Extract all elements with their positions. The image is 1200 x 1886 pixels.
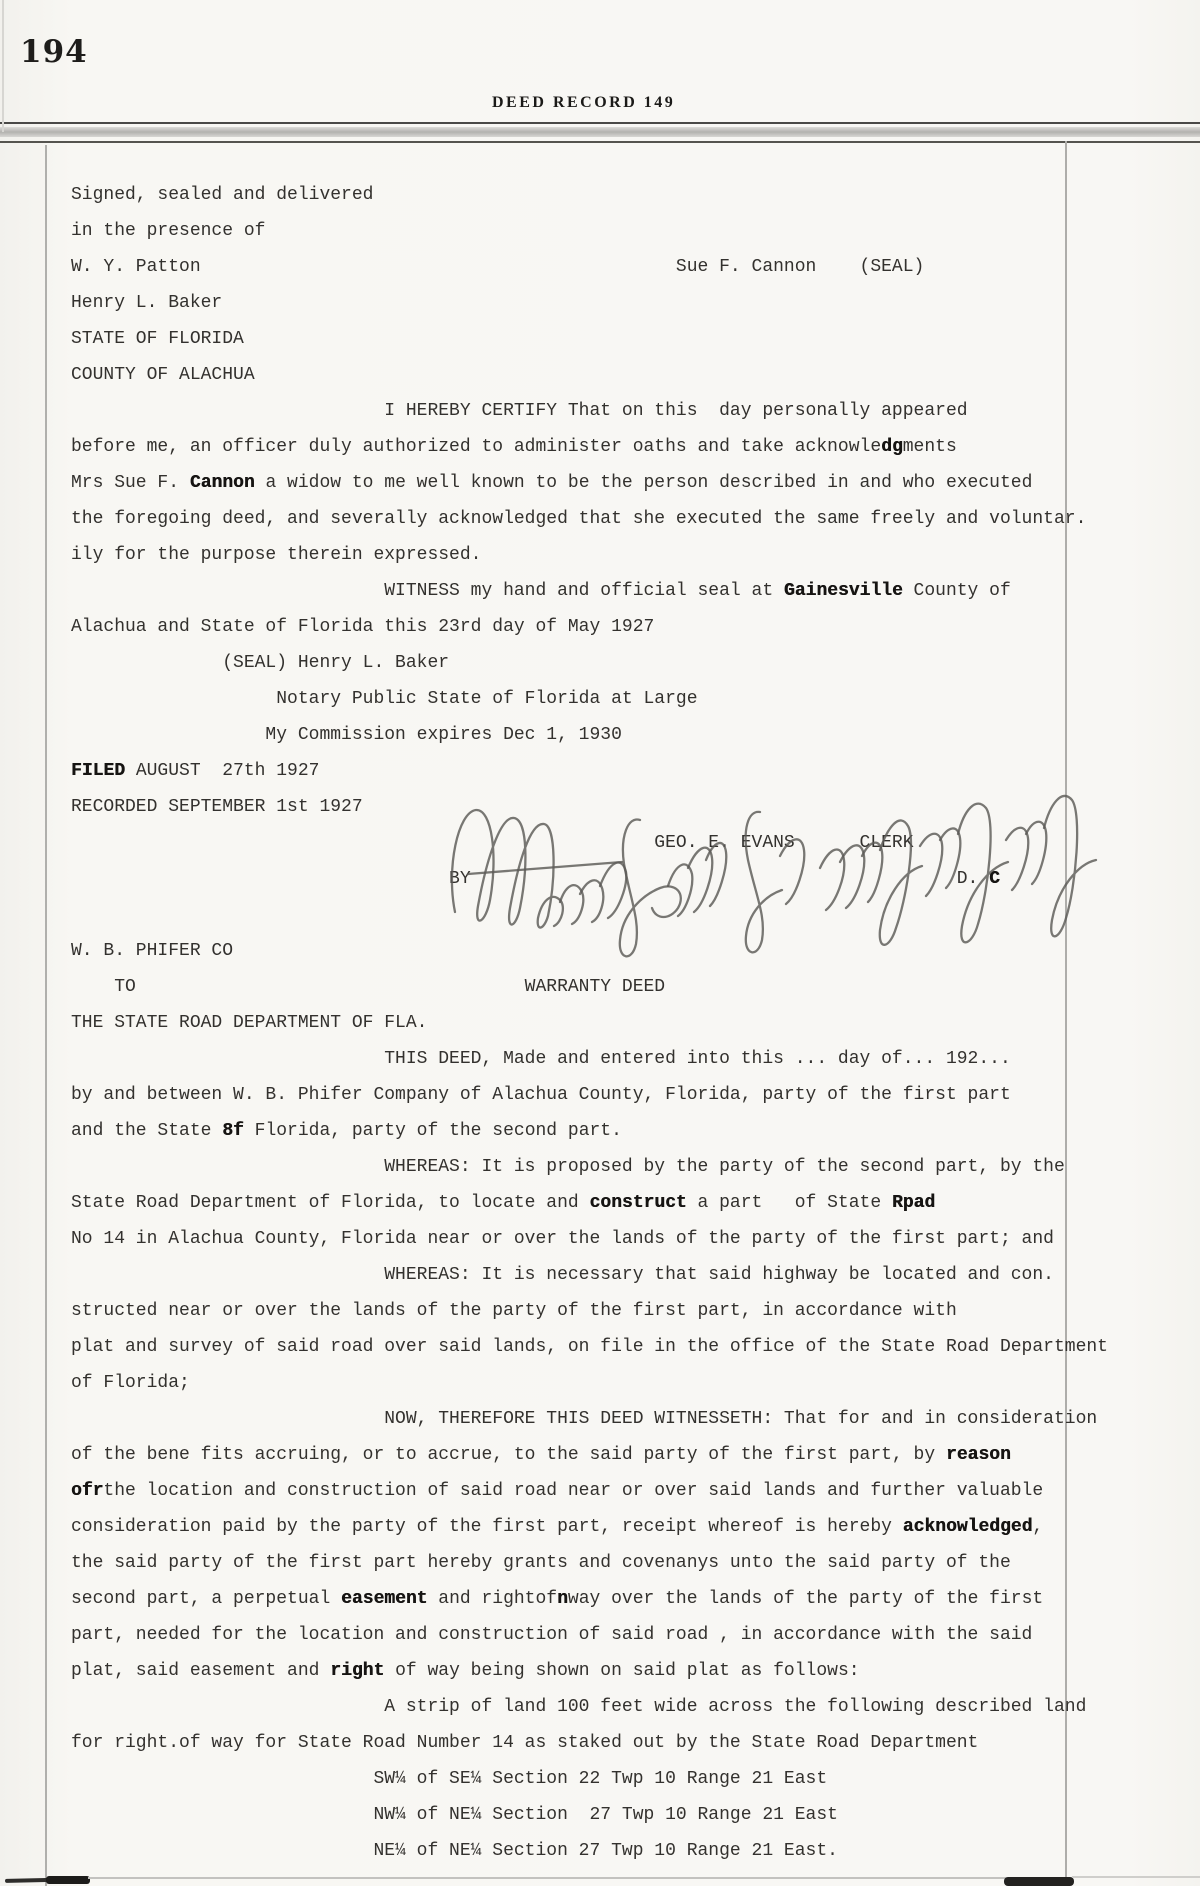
top-rule-thin-lower — [0, 141, 1200, 143]
typed-line: W. Y. Patton Sue F. Cannon (SEAL) — [71, 257, 925, 277]
scan-artifact-bottom-left-blob — [46, 1876, 90, 1884]
typed-line: for right.of way for State Road Number 14 as staked out by the State Road Department — [71, 1733, 979, 1753]
typed-line: WHEREAS: It is proposed by the party of the second part, by the — [71, 1157, 1065, 1177]
scan-artifact-bottom-right-line — [1072, 1876, 1200, 1878]
typed-line: NOW, THEREFORE THIS DEED WITNESSETH: That for and in consideration — [71, 1409, 1098, 1429]
typed-line: second part, a perpetual easement and rightofnway over the lands of the party of the first — [71, 1589, 1044, 1609]
typed-line: GEO. E. EVANS CLERK — [71, 833, 914, 853]
typed-line: by and between W. B. Phifer Company of Alachua County, Florida, party of the first part — [71, 1085, 1011, 1105]
typed-line: before me, an officer duly authorized to administer oaths and take acknowledgments — [71, 437, 957, 457]
typed-line: No 14 in Alachua County, Florida near or over the lands of the party of the first part; and — [71, 1229, 1054, 1249]
typed-line: structed near or over the lands of the party of the first part, in accordance with — [71, 1301, 957, 1321]
typed-line — [71, 897, 1199, 933]
page-title: DEED RECORD 149 — [492, 94, 676, 111]
typed-line: ofrthe location and construction of said road near or over said lands and further valuable — [71, 1481, 1044, 1501]
typed-line: and the State 8f Florida, party of the second part. — [71, 1121, 622, 1141]
scan-edge-line — [2, 0, 4, 132]
top-rule-thick — [0, 127, 1200, 137]
typed-line: NE¼ of NE¼ Section 27 Twp 10 Range 21 East. — [71, 1841, 838, 1861]
scan-artifact-bottom-line — [88, 1877, 1006, 1879]
typed-line: Signed, sealed and delivered — [71, 185, 374, 205]
scan-artifact-bottom-right-blob — [1004, 1877, 1074, 1886]
typed-line: plat and survey of said road over said lands, on file in the office of the State Road Department — [71, 1337, 1108, 1357]
typed-line: RECORDED SEPTEMBER 1st 1927 — [71, 797, 363, 817]
typed-line: SW¼ of SE¼ Section 22 Twp 10 Range 21 East — [71, 1769, 828, 1789]
typed-line: the said party of the first part hereby grants and covenanys unto the said party of the — [71, 1553, 1011, 1573]
typed-line: My Commission expires Dec 1, 1930 — [71, 725, 622, 745]
typed-line: Alachua and State of Florida this 23rd day of May 1927 — [71, 617, 655, 637]
typed-line: (SEAL) Henry L. Baker — [71, 653, 450, 673]
typed-line: part, needed for the location and construction of said road , in accordance with the said — [71, 1625, 1033, 1645]
typed-line: in the presence of — [71, 221, 266, 241]
typed-line: FILED AUGUST 27th 1927 — [71, 761, 320, 781]
typed-line: plat, said easement and right of way being shown on said plat as follows: — [71, 1661, 860, 1681]
typed-line: A strip of land 100 feet wide across the following described land — [71, 1697, 1087, 1717]
typed-line: ily for the purpose therein expressed. — [71, 545, 482, 565]
typed-document — [71, 177, 1199, 1869]
typed-line: State Road Department of Florida, to locate and construct a part of State Rpad — [71, 1193, 936, 1213]
typed-line: Henry L. Baker — [71, 293, 223, 313]
typed-line: COUNTY OF ALACHUA — [71, 365, 255, 385]
typed-line: the foregoing deed, and severally acknowledged that she executed the same freely and voluntar. — [71, 509, 1087, 529]
typed-line: THIS DEED, Made and entered into this ... day of... 192... — [71, 1049, 1011, 1069]
typed-line: I HEREBY CERTIFY That on this day personally appeared — [71, 401, 968, 421]
typed-line: W. B. PHIFER CO — [71, 941, 234, 961]
typed-line: NW¼ of NE¼ Section 27 Twp 10 Range 21 East — [71, 1805, 838, 1825]
typed-line: Notary Public State of Florida at Large — [71, 689, 698, 709]
typed-line: WITNESS my hand and official seal at Gainesville County of — [71, 581, 1011, 601]
typed-line: BY D. C — [71, 869, 1000, 889]
typed-line: THE STATE ROAD DEPARTMENT OF FLA. — [71, 1013, 428, 1033]
typed-line: TO WARRANTY DEED — [71, 977, 666, 997]
typed-line: of the bene fits accruing, or to accrue, to the said party of the first part, by reason — [71, 1445, 1011, 1465]
typed-line: consideration paid by the party of the first part, receipt whereof is hereby acknowledged, — [71, 1517, 1044, 1537]
typed-line: of Florida; — [71, 1373, 190, 1393]
top-rule-thin-upper — [0, 122, 1200, 124]
left-margin-rule — [45, 145, 47, 1886]
typed-line: STATE OF FLORIDA — [71, 329, 244, 349]
typed-line: WHEREAS: It is necessary that said highway be located and con. — [71, 1265, 1054, 1285]
page-number: 194 — [20, 34, 88, 70]
typed-line: Mrs Sue F. Cannon a widow to me well known to be the person described in and who executed — [71, 473, 1033, 493]
